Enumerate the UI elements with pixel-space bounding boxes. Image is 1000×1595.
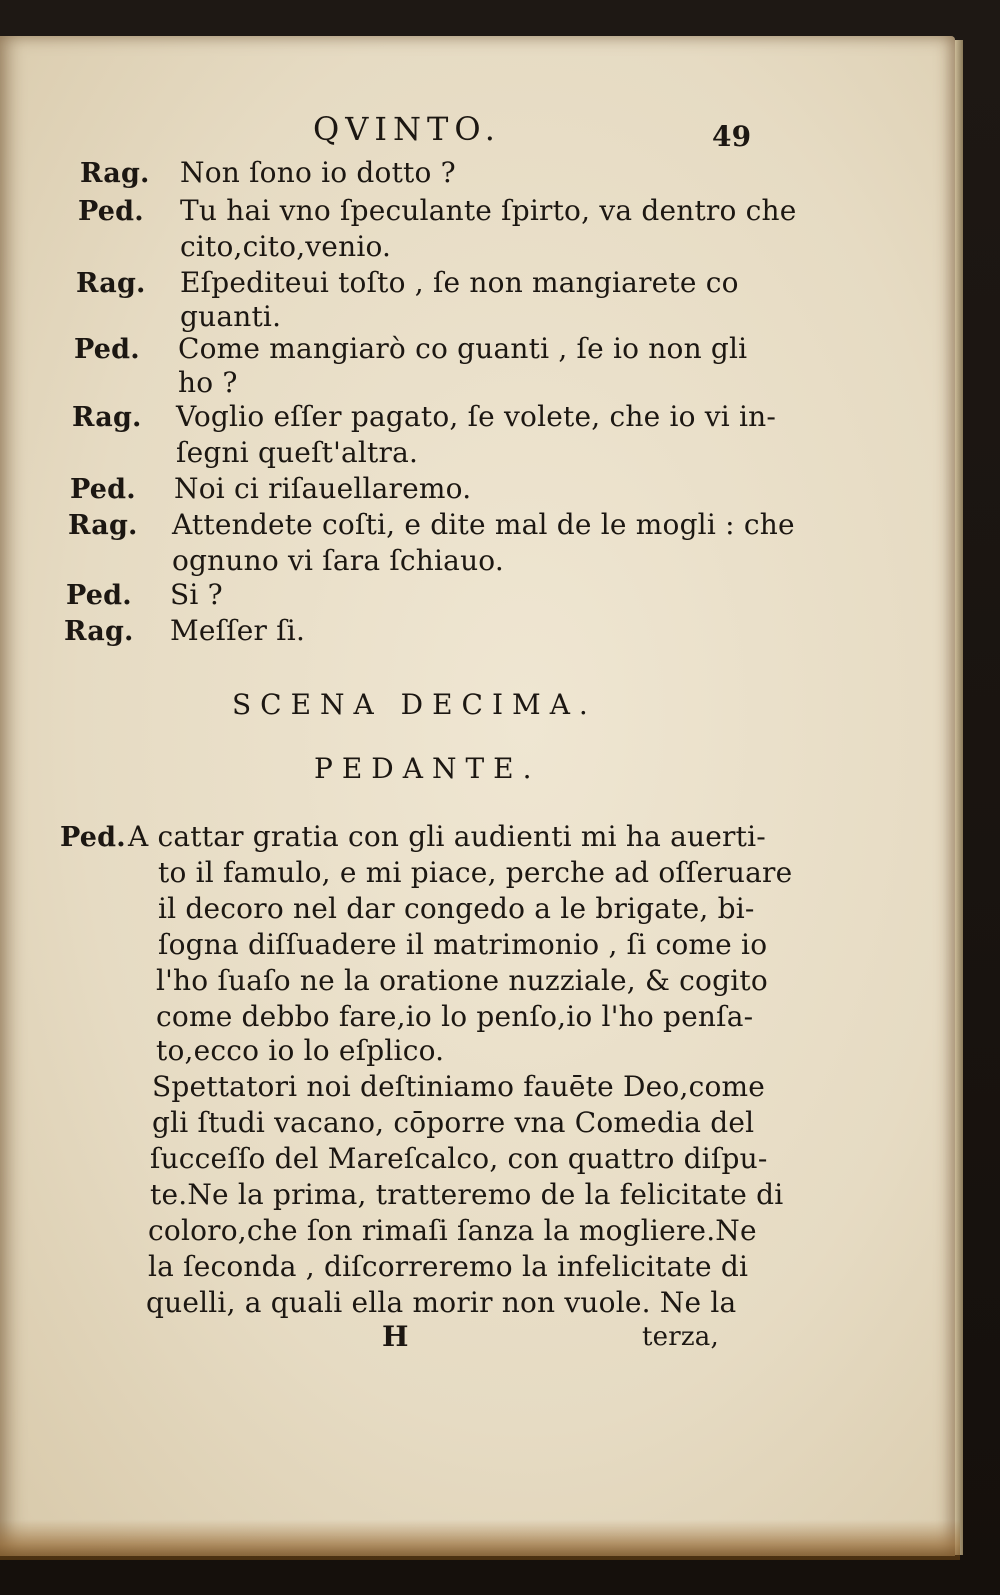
monologue-line: quelli, a quali ella morir non vuole. Ne la (146, 1286, 737, 1319)
speaker-label: Rag. (72, 402, 142, 433)
monologue-line: to,ecco io lo eſplico. (156, 1034, 445, 1067)
speaker-label: Ped. (78, 196, 144, 227)
monologue-line: ſucceſſo del Mareſcalco, con quattro diſpu- (150, 1142, 768, 1175)
speaker-label: Ped. (66, 580, 132, 611)
speaker-label: Ped. (70, 474, 136, 505)
monologue-line: Spettatori noi deſtiniamo fauēte Deo,come (152, 1070, 766, 1103)
dialogue-line: ognuno vi ſara ſchiauo. (172, 544, 504, 577)
scene-character: PEDANTE. (314, 752, 541, 785)
running-title: QVINTO. (313, 110, 501, 148)
dialogue-line: cito,cito,venio. (180, 230, 392, 263)
scene-title: SCENA DECIMA. (232, 688, 597, 721)
dialogue-line: Come mangiarò co guanti , ſe io non gli (178, 332, 748, 365)
speaker-label: Rag. (64, 616, 134, 647)
monologue-line: to il famulo, e mi piace, perche ad oſſeruare (158, 856, 793, 889)
monologue-line: coloro,che ſon rimaſi ſanza la mogliere.Ne (148, 1214, 757, 1247)
dialogue-line: Tu hai vno ſpeculante ſpirto, va dentro che (180, 194, 797, 227)
monologue-line: A cattar gratia con gli audienti mi ha auerti- (128, 820, 766, 853)
page-edge (955, 40, 963, 1555)
dialogue-line: Si ? (170, 578, 223, 611)
page-stain (0, 1520, 960, 1560)
dialogue-line: Noi ci riſauellaremo. (174, 472, 472, 505)
dialogue-line: Voglio eſſer pagato, ſe volete, che io vi in- (176, 400, 777, 433)
dialogue-line: Meſſer ſi. (170, 614, 306, 647)
page-number: 49 (712, 120, 752, 153)
speaker-label: Ped. (74, 334, 140, 365)
dialogue-line: ſegni queſt'altra. (176, 436, 419, 469)
dialogue-line: Eſpediteui toſto , ſe non mangiarete co (180, 266, 739, 299)
signature-mark: H (382, 1320, 409, 1353)
monologue-line: la ſeconda , diſcorreremo la infelicitate di (148, 1250, 749, 1283)
dialogue-line: Non ſono io dotto ? (180, 156, 456, 189)
speaker-label: Rag. (76, 268, 146, 299)
monologue-line: come debbo fare,io lo penſo,io l'ho penſa- (156, 1000, 754, 1033)
monologue-line: gli ſtudi vacano, cōporre vna Comedia del (152, 1106, 755, 1139)
book-page (0, 36, 955, 1556)
speaker-label: Ped. (60, 822, 126, 853)
dialogue-line: ho ? (178, 366, 238, 399)
speaker-label: Rag. (80, 158, 150, 189)
dialogue-line: guanti. (180, 300, 282, 333)
dialogue-line: Attendete coſti, e dite mal de le mogli : che (172, 508, 795, 541)
monologue-line: il decoro nel dar congedo a le brigate, bi- (158, 892, 755, 925)
monologue-line: l'ho ſuaſo ne la oratione nuzziale, & cogito (156, 964, 768, 997)
monologue-line: te.Ne la prima, tratteremo de la felicitate di (150, 1178, 784, 1211)
catchword: terza, (642, 1322, 719, 1352)
speaker-label: Rag. (68, 510, 138, 541)
monologue-line: ſogna diſſuadere il matrimonio , ſi come io (158, 928, 768, 961)
